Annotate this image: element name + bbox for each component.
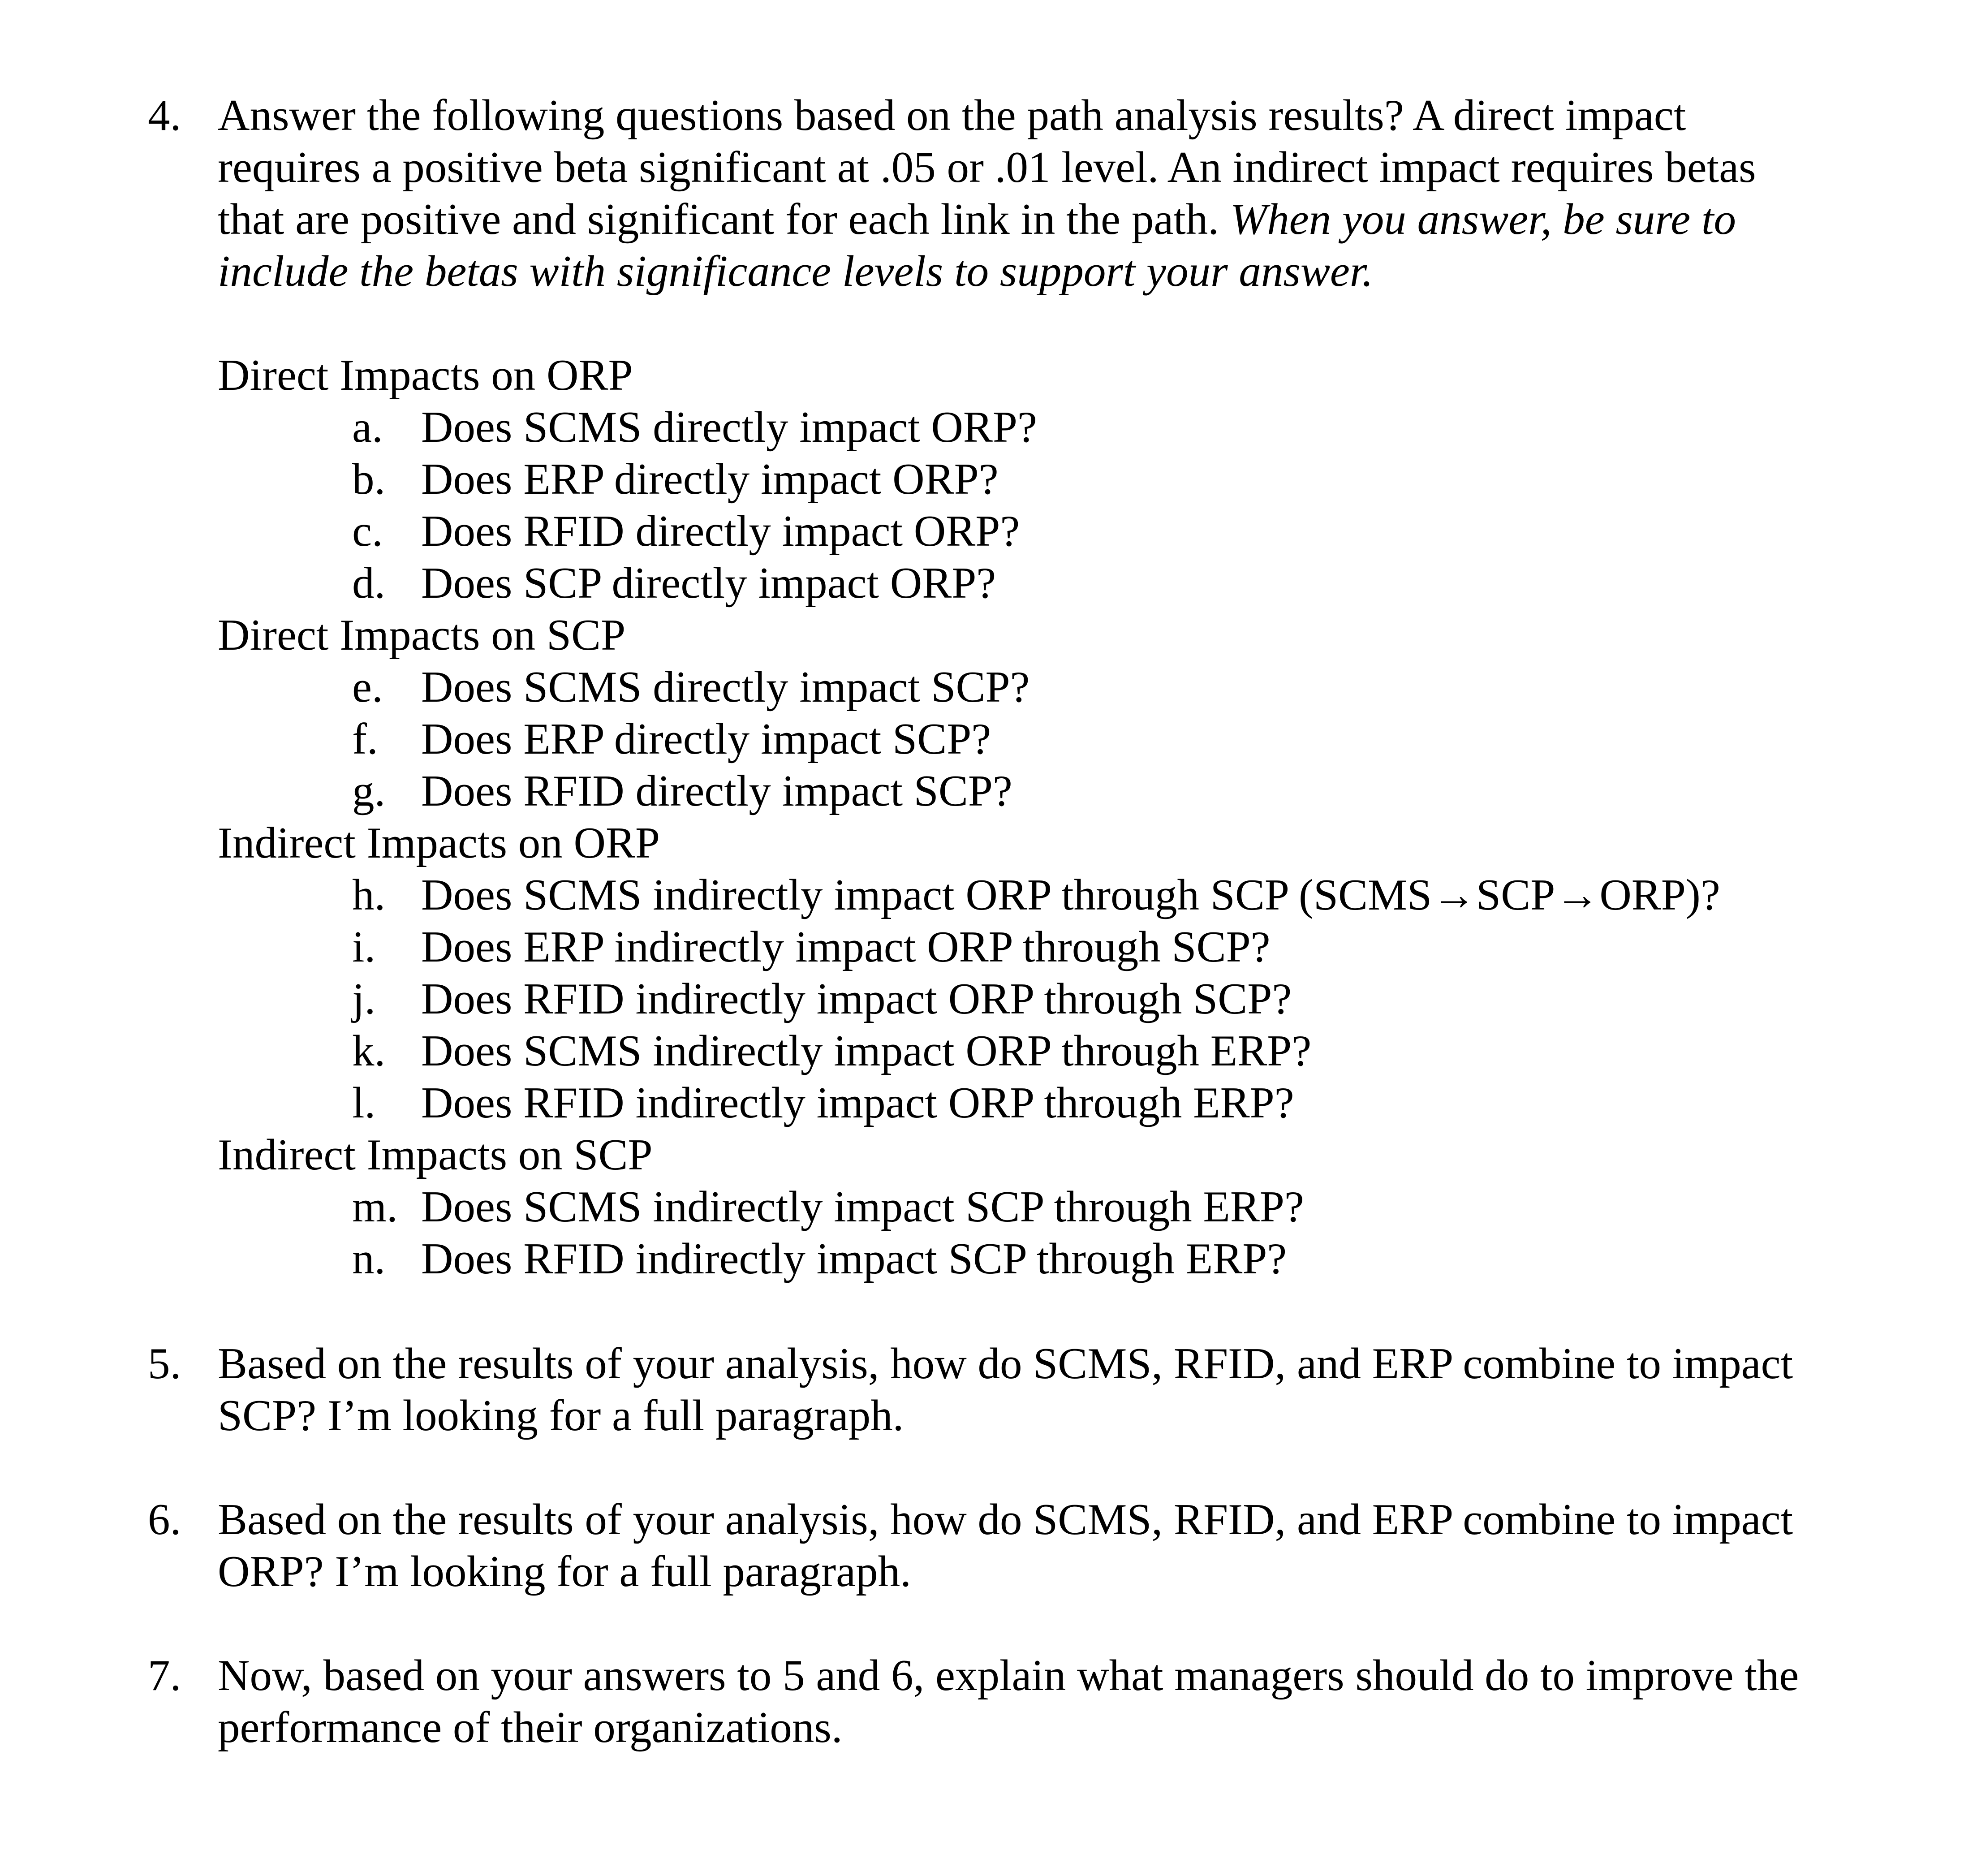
question-item: Does RFID indirectly impact SCP through ERP?: [421, 1234, 1287, 1283]
q5-number: 5.: [148, 1339, 181, 1388]
question-item: Does ERP indirectly impact ORP through SCP?: [421, 923, 1271, 971]
item-letter: l.: [352, 1078, 376, 1127]
item-letter: i.: [352, 923, 376, 971]
section-heading-direct-scp: Direct Impacts on SCP: [218, 611, 626, 660]
question-item: Does SCMS indirectly impact ORP through ERP?: [421, 1026, 1312, 1075]
section-heading-indirect-scp: Indirect Impacts on SCP: [218, 1130, 653, 1179]
question-item: Does RFID directly impact SCP?: [421, 767, 1012, 815]
item-letter: d.: [352, 559, 386, 608]
item-letter: f.: [352, 715, 378, 763]
question-item: Does SCMS indirectly impact ORP through SCP (SCMS→SCP→ORP)?: [421, 871, 1720, 919]
item-letter: c.: [352, 507, 383, 556]
q7-text-line-2: performance of their organizations.: [218, 1703, 843, 1752]
section-heading-direct-orp: Direct Impacts on ORP: [218, 351, 633, 400]
question-item: Does RFID indirectly impact ORP through ERP?: [421, 1078, 1294, 1127]
question-item: Does ERP directly impact SCP?: [421, 715, 991, 763]
q4-text-line-3-italic: When you answer, be sure to: [1230, 195, 1736, 244]
item-letter: b.: [352, 455, 386, 504]
q4-text-line-4-italic: include the betas with significance levels to support your answer.: [218, 247, 1374, 296]
item-letter: e.: [352, 663, 383, 712]
question-item: Does RFID directly impact ORP?: [421, 507, 1020, 556]
q6-text-line-2: ORP? I’m looking for a full paragraph.: [218, 1547, 911, 1596]
item-letter: h.: [352, 871, 386, 919]
q6-text-line-1: Based on the results of your analysis, how do SCMS, RFID, and ERP combine to impact: [218, 1495, 1793, 1544]
q4-text-line-3: [218, 194, 1736, 246]
q5-text-line-1: Based on the results of your analysis, how do SCMS, RFID, and ERP combine to impact: [218, 1339, 1793, 1388]
item-letter: n.: [352, 1234, 386, 1283]
q7-text-line-1: Now, based on your answers to 5 and 6, explain what managers should do to improve the: [218, 1651, 1799, 1700]
question-item: Does SCMS directly impact SCP?: [421, 663, 1030, 712]
q6-number: 6.: [148, 1495, 181, 1544]
q4-text-line-1: Answer the following questions based on the path analysis results? A direct impact: [218, 91, 1686, 140]
item-letter: a.: [352, 403, 383, 452]
question-item: Does ERP directly impact ORP?: [421, 455, 999, 504]
question-item: Does RFID indirectly impact ORP through SCP?: [421, 975, 1292, 1023]
q7-number: 7.: [148, 1651, 181, 1700]
q5-text-line-2: SCP? I’m looking for a full paragraph.: [218, 1391, 904, 1440]
section-heading-indirect-orp: Indirect Impacts on ORP: [218, 819, 660, 867]
q4-number: 4.: [148, 91, 181, 140]
question-item: Does SCMS directly impact ORP?: [421, 403, 1037, 452]
question-item: Does SCMS indirectly impact SCP through ERP?: [421, 1182, 1304, 1231]
question-item: Does SCP directly impact ORP?: [421, 559, 996, 608]
q4-text-line-3-plain: that are positive and significant for each link in the path.: [218, 195, 1230, 244]
item-letter: g.: [352, 767, 386, 815]
q4-text-line-2: requires a positive beta significant at .05 or .01 level. An indirect impact requires betas: [218, 143, 1756, 192]
item-letter: m.: [352, 1182, 398, 1231]
item-letter: k.: [352, 1026, 386, 1075]
item-letter: j.: [352, 975, 376, 1023]
